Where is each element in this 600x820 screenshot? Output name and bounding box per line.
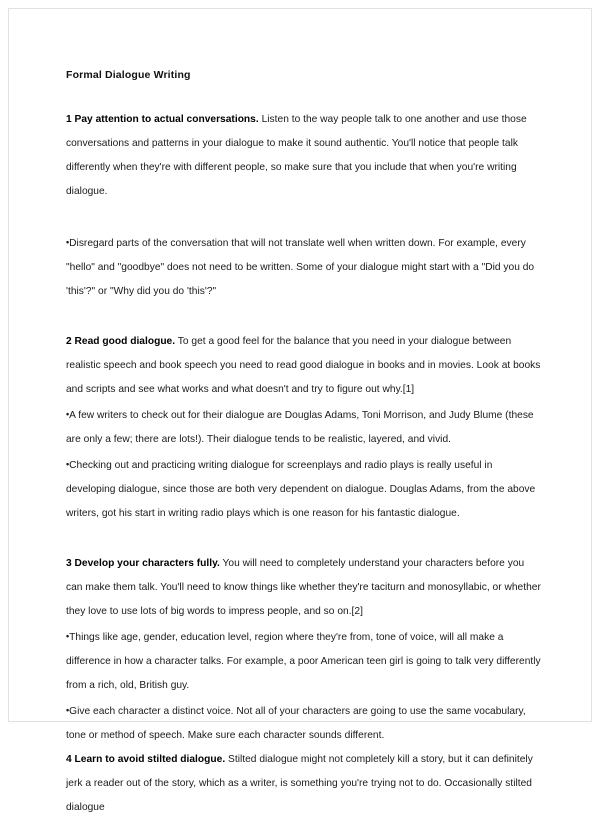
step-3-lead: 3 Develop your characters fully. <box>66 558 220 569</box>
paragraph-step-3 <box>66 552 541 624</box>
bullet-step-1-1-text: Disregard parts of the conversation that will not translate well when written down. For example, every "hello" and "goodbye" does not need to be written. Some of your dialogue might start with a "Did you do 'this'?" or "Why did you do 'this'?" <box>66 238 535 297</box>
paragraph-step-1 <box>66 108 541 204</box>
step-4-lead: 4 Learn to avoid stilted dialogue. <box>66 754 226 765</box>
bullet-step-3-2 <box>66 698 541 748</box>
bullet-step-1-1 <box>66 230 541 304</box>
bullet-icon: • <box>66 705 70 715</box>
step-1-lead: 1 Pay attention to actual conversations. <box>66 114 259 125</box>
step-2-text: To get a good feel for the balance that you need in your dialogue between realistic speech and book speech you need to read good dialogue in books and in movies. Look at books and scripts and see what works and what doesn't and try to figure out why.[1] <box>66 336 541 395</box>
document-page <box>8 8 592 813</box>
bullet-step-2-2-text: Checking out and practicing writing dialogue for screenplays and radio plays is really useful in developing dialogue, since those are both very dependent on dialogue. Douglas Adams, from the above writers, got his start in writing radio plays which is one reason for his fantastic dialogue. <box>66 460 536 519</box>
bullet-step-2-1 <box>66 402 541 452</box>
document-title: Formal Dialogue Writing <box>66 69 191 81</box>
bullet-step-2-2 <box>66 452 541 526</box>
bullet-step-2-1-text: A few writers to check out for their dialogue are Douglas Adams, Toni Morrison, and Judy Blume (these are only a few; there are lots!). Their dialogue tends to be realistic, layered, and vivid. <box>66 410 534 445</box>
bullet-step-3-1-text: Things like age, gender, education level, region where they're from, tone of voice, will all make a difference in how a character talks. For example, a poor American teen girl is going to talk very differently from a rich, old, British guy. <box>66 632 541 691</box>
document-text-column <box>66 69 541 820</box>
bullet-icon: • <box>66 237 70 247</box>
bullet-icon: • <box>66 631 70 641</box>
step-4-text: Stilted dialogue might not completely kill a story, but it can definitely jerk a reader out of the story, which as a writer, is something you're trying not to do. Occasionally stilted dialogue <box>66 754 533 813</box>
step-1-text: Listen to the way people talk to one another and use those conversations and patterns in your dialogue to make it sound authentic. You'll notice that people talk differently when they're with different people, so make sure that you include that when you're writing dialogue. <box>66 114 527 197</box>
paragraph-step-2 <box>66 330 541 402</box>
bullet-step-3-2-text: Give each character a distinct voice. Not all of your characters are going to use the same vocabulary, tone or method of speech. Make sure each character sounds different. <box>66 706 526 741</box>
paragraph-step-4 <box>66 748 541 820</box>
step-2-lead: 2 Read good dialogue. <box>66 336 176 347</box>
step-3-text: You will need to completely understand your characters before you can make them talk. You'll need to know things like whether they're taciturn and monosyllabic, or whether they love to use lots of big words to impress people, and so on.[2] <box>66 558 541 617</box>
bullet-step-3-1 <box>66 624 541 698</box>
bullet-icon: • <box>66 459 70 469</box>
bullet-icon: • <box>66 409 70 419</box>
